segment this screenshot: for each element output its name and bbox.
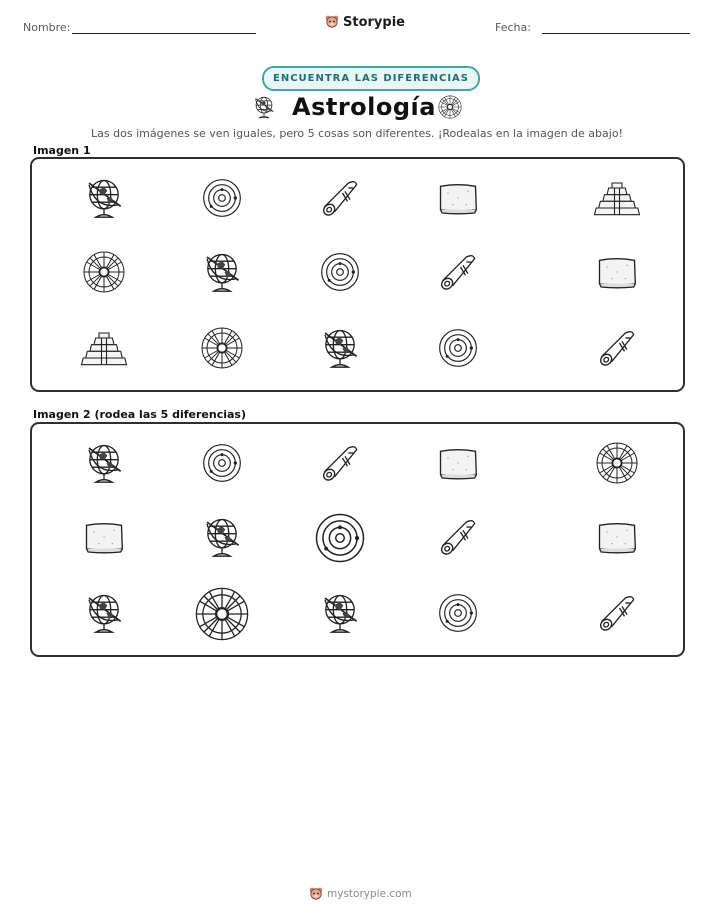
image2-label: Imagen 2 (rodea las 5 diferencias) (33, 408, 247, 421)
zodiac-wheel-icon (436, 93, 464, 121)
bear-logo-icon (325, 14, 339, 30)
zodiac-wheel-icon[interactable] (64, 241, 144, 303)
zodiac-wheel-icon[interactable] (577, 432, 657, 494)
solar-system-icon[interactable] (182, 167, 262, 229)
image2-panel[interactable] (30, 422, 685, 657)
scroll-icon[interactable] (418, 506, 498, 568)
date-line[interactable] (542, 33, 690, 34)
brand-logo (325, 14, 405, 30)
solar-system-icon[interactable] (300, 506, 380, 568)
tablet-icon[interactable] (577, 241, 657, 303)
name-line[interactable] (72, 33, 256, 34)
tablet-icon[interactable] (577, 506, 657, 568)
tablet-icon[interactable] (418, 432, 498, 494)
solar-system-icon[interactable] (182, 432, 262, 494)
globe-icon[interactable] (300, 582, 380, 644)
globe-icon[interactable] (182, 506, 262, 568)
name-label: Nombre: (23, 21, 71, 34)
zodiac-wheel-icon[interactable] (182, 317, 262, 379)
pyramid-icon[interactable] (64, 317, 144, 379)
scroll-icon[interactable] (577, 317, 657, 379)
globe-icon[interactable] (64, 167, 144, 229)
scroll-icon[interactable] (418, 241, 498, 303)
instructions: Las dos imágenes se ven iguales, pero 5 cosas son diferentes. ¡Rodealas en la imagen de abajo! (91, 127, 623, 140)
solar-system-icon[interactable] (300, 241, 380, 303)
globe-icon[interactable] (182, 241, 262, 303)
brand-name: Storypie (343, 14, 405, 30)
globe-icon[interactable] (300, 317, 380, 379)
scroll-icon[interactable] (300, 167, 380, 229)
footer (309, 886, 412, 902)
date-label: Fecha: (495, 21, 531, 34)
solar-system-icon[interactable] (418, 582, 498, 644)
activity-badge: ENCUENTRA LAS DIFERENCIAS (262, 66, 480, 91)
tablet-icon[interactable] (418, 167, 498, 229)
pyramid-icon[interactable] (577, 167, 657, 229)
footer-url[interactable]: mystorypie.com (327, 888, 412, 900)
zodiac-wheel-icon[interactable] (182, 582, 262, 644)
globe-icon[interactable] (64, 432, 144, 494)
scroll-icon[interactable] (577, 582, 657, 644)
image1-label: Imagen 1 (33, 144, 91, 157)
worksheet-title: Astrología (292, 93, 436, 121)
bear-logo-icon (309, 886, 323, 902)
image1-panel[interactable] (30, 157, 685, 392)
globe-icon (250, 93, 278, 121)
globe-icon[interactable] (64, 582, 144, 644)
scroll-icon[interactable] (300, 432, 380, 494)
solar-system-icon[interactable] (418, 317, 498, 379)
tablet-icon[interactable] (64, 506, 144, 568)
